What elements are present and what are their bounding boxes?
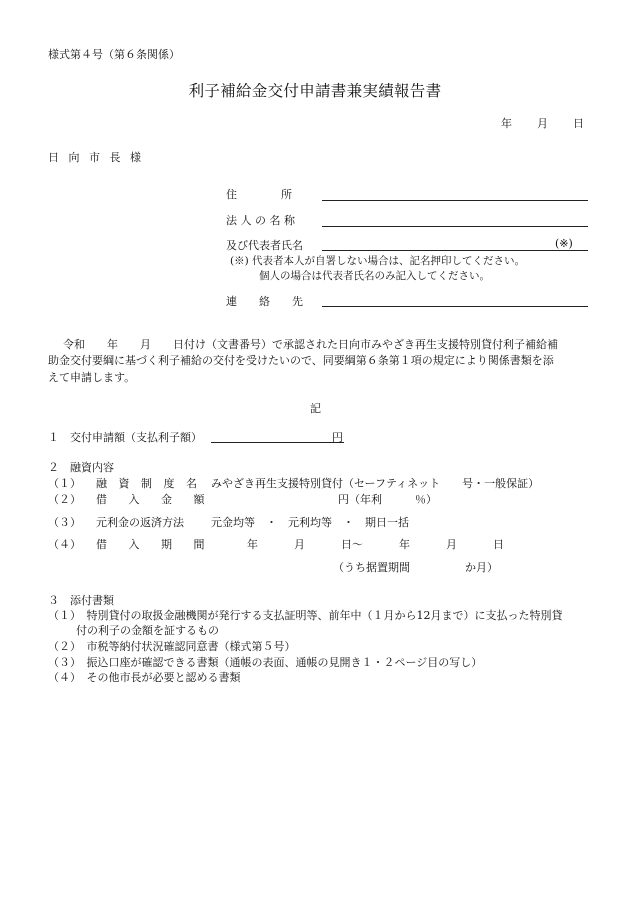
body-line-1: 令和 年 月 日付け（文書番号）で承認された日向市みやざき再生支援特別貸付利子補給補 (63, 338, 558, 351)
loan-period-day-2: 日 (493, 538, 504, 551)
ki-heading: 記 (310, 402, 321, 415)
loan-period-day-1: 日～ (341, 538, 363, 551)
loan-item-4-num: （４） (48, 538, 81, 551)
date-year: 年 (501, 117, 512, 130)
rep-note-2: 個人の場合は代表者氏名のみ記入してください。 (259, 270, 490, 282)
corp-name-field[interactable] (322, 226, 588, 227)
date-day: 日 (573, 117, 584, 130)
section3-heading: ３ 添付書類 (48, 594, 114, 607)
attachment-3: （３） 振込口座が確認できる書類（通帳の表面、通帳の見開き１・２ページ目の写し） (48, 656, 483, 669)
loan-period-month-1: 月 (294, 538, 305, 551)
amount-field[interactable] (211, 442, 344, 443)
grace-period: （うち据置期間 か月） (333, 561, 498, 574)
attachment-2: （２） 市税等納付状況確認同意書（様式第５号） (48, 640, 296, 653)
loan-item-3-num: （３） (48, 516, 81, 529)
attachment-1-line-1: （１） 特別貸付の取扱金融機関が発行する支払証明等、前年中（１月から12月まで）に支払った特別貸 (48, 609, 563, 622)
section2-heading: ２ 融資内容 (48, 461, 114, 474)
addressee: 日 向 市 長 様 (48, 151, 144, 164)
contact-label: 連 絡 先 (226, 295, 303, 308)
date-month: 月 (537, 117, 548, 130)
attachment-1-line-2: 付の利子の金額を証するもの (76, 624, 219, 637)
loan-amount-label: 借 入 金 額 (96, 493, 214, 506)
corp-name-label: 法 人 の 名 称 (226, 214, 295, 227)
loan-period-year-2: 年 (399, 538, 410, 551)
form-number: 様式第４号（第６条関係） (48, 48, 180, 61)
loan-item-2-num: （２） (48, 493, 81, 506)
rep-note-1: (※) 代表者本人が自署しない場合は、記名押印してください。 (230, 255, 526, 267)
body-line-3: えて申請します。 (48, 371, 136, 384)
body-line-2: 助金交付要綱に基づく利子補給の交付を受けたいので、同要綱第６条第１項の規定により関係書類を添 (48, 354, 554, 367)
loan-program-label: 融 資 制 度 名 (96, 477, 201, 490)
loan-amount-value: 円（年利 ％） (338, 493, 437, 506)
loan-period-label: 借 入 期 間 (96, 538, 214, 551)
rep-name-field[interactable] (322, 250, 588, 251)
rep-mark: (※) (555, 237, 573, 250)
loan-item-1-num: （１） (48, 477, 81, 490)
section1-unit: 円 (332, 431, 343, 444)
repayment-method-label: 元利金の返済方法 (96, 516, 184, 529)
rep-name-label: 及び代表者氏名 (226, 239, 303, 252)
loan-program-value: みやざき再生支援特別貸付（セーフティネット 号・一般保証） (211, 477, 540, 490)
repayment-method-value: 元金均等 ・ 元利均等 ・ 期日一括 (211, 516, 409, 529)
section1-label: １ 交付申請額（支払利子額） (48, 431, 202, 444)
address-label: 住 所 (226, 188, 292, 201)
address-field[interactable] (322, 200, 588, 201)
loan-period-month-2: 月 (446, 538, 457, 551)
attachment-4: （４） その他市長が必要と認める書類 (48, 671, 241, 684)
contact-field[interactable] (322, 306, 588, 307)
loan-period-year-1: 年 (247, 538, 258, 551)
page-title: 利子補給金交付申請書兼実績報告書 (188, 82, 442, 100)
